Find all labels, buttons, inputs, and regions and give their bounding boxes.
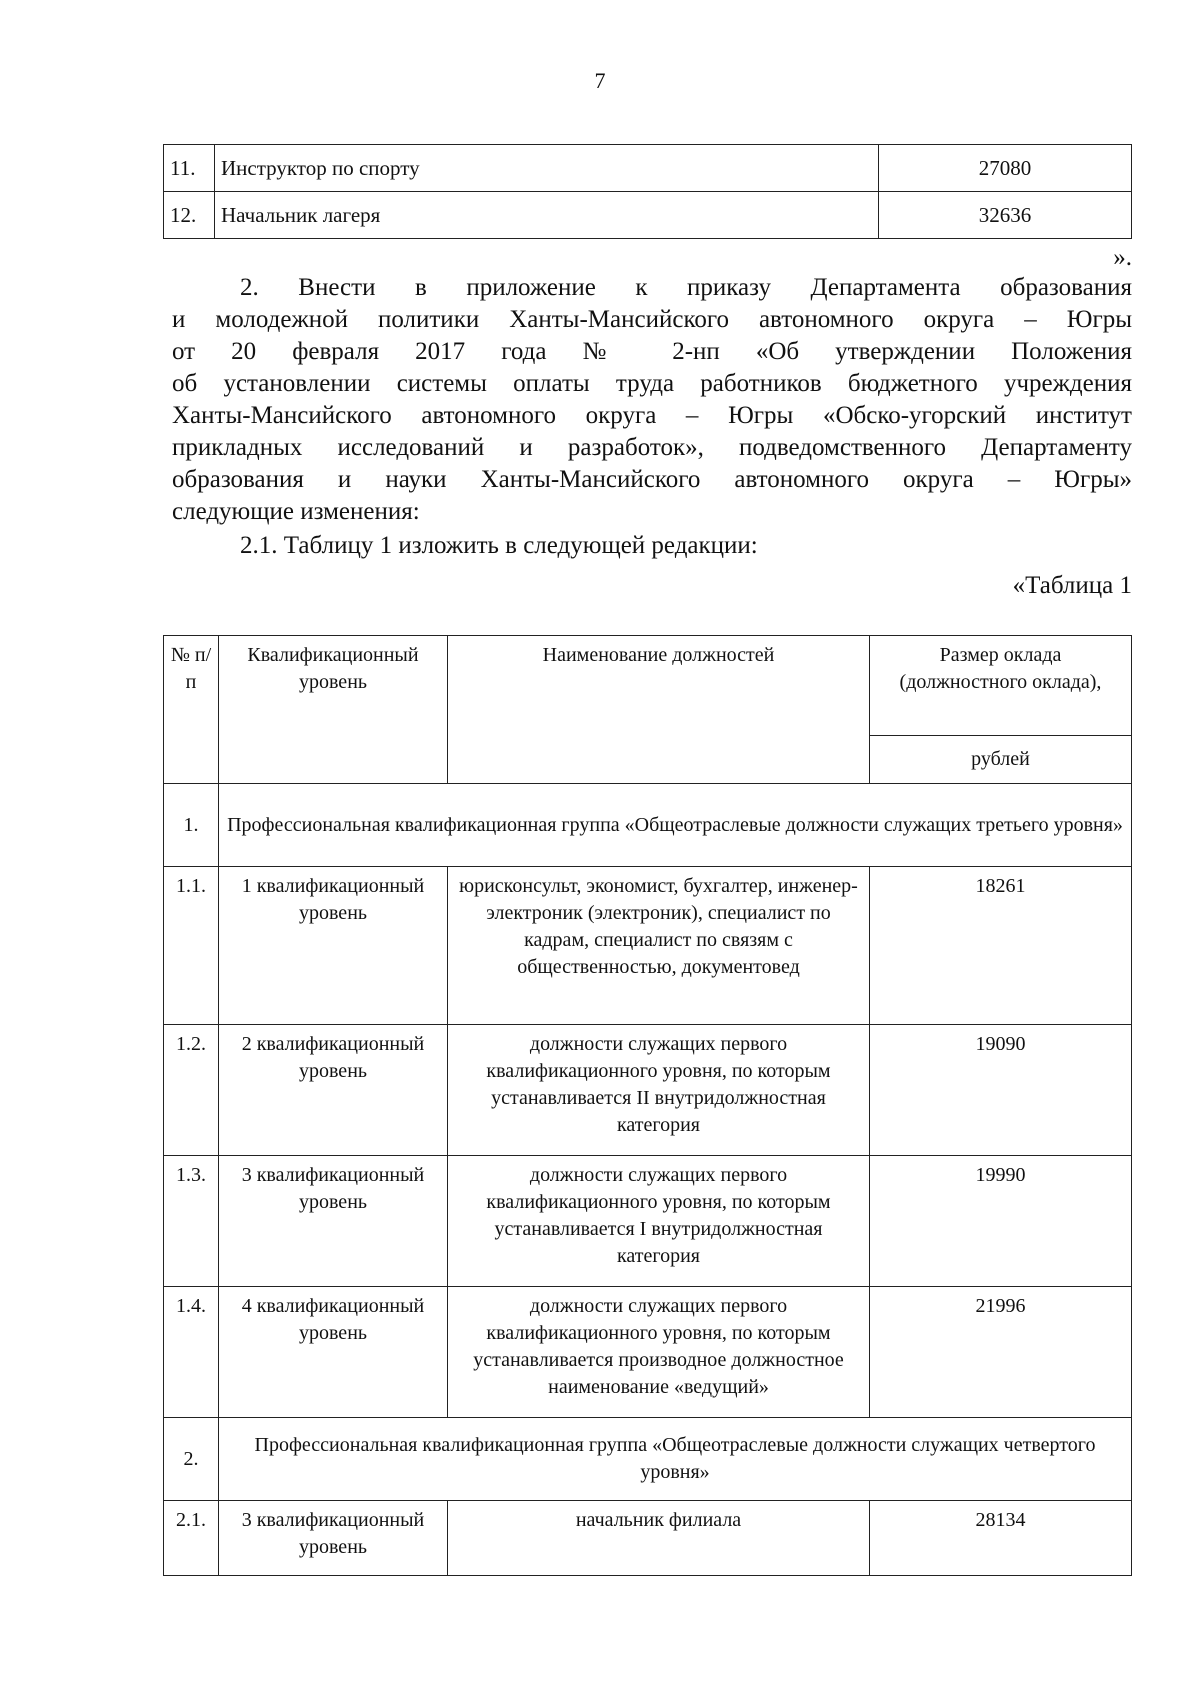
table-row-group [164,1418,1132,1501]
paragraph-line: от 20 февраля 2017 года № 2-нп «Об утверждении Положения [172,338,1132,365]
group-title: Профессиональная квалификационная группа «Общеотраслевые должности служащих четвертого уровня» [219,1418,1132,1501]
position-cell: должности служащих первого квалификационного уровня, по которым устанавливается I внутридолжностная категория [448,1156,870,1287]
salary-table [163,635,1132,1576]
row-number: 2.1. [164,1501,219,1576]
paragraph-line: прикладных исследований и разработок», подведомственного Департаменту [172,434,1132,461]
table-row-group [164,784,1132,867]
salary-cell: 28134 [870,1501,1132,1576]
level-cell: 3 квалификационный уровень [219,1501,448,1576]
table-row [164,1287,1132,1418]
paragraph-line: следующие изменения: [172,498,420,525]
table-row [164,867,1132,1025]
header-num: № п/п [164,636,219,784]
header-level: Квалификационный уровень [219,636,448,784]
table-row [164,1025,1132,1156]
row-number: 1.3. [164,1156,219,1287]
sub-item: 2.1. Таблицу 1 изложить в следующей редакции: [240,532,758,559]
table-row [164,1501,1132,1576]
salary-value: 27080 [879,145,1132,192]
paragraph-line: Ханты-Мансийского автономного округа – Югры «Обско-угорский институт [172,402,1132,429]
position-cell: начальник филиала [448,1501,870,1576]
level-cell: 4 квалификационный уровень [219,1287,448,1418]
row-number: 12. [164,192,215,239]
header-position: Наименование должностей [448,636,870,784]
table-row [164,1156,1132,1287]
table-row [164,145,1132,192]
header-salary: Размер оклада (должностного оклада), [870,636,1132,736]
paragraph-line: и молодежной политики Ханты-Мансийского автономного округа – Югры [172,306,1132,333]
salary-cell: 19090 [870,1025,1132,1156]
position-cell: должности служащих первого квалификационного уровня, по которым устанавливается II внутридолжностная категория [448,1025,870,1156]
table-header-row [164,636,1132,736]
group-number: 1. [164,784,219,867]
position-name: Инструктор по спорту [215,145,879,192]
row-number: 1.2. [164,1025,219,1156]
position-cell: юрисконсульт, экономист, бухгалтер, инженер-электроник (электроник), специалист по кадрам, специалист по связям с общественностью, документовед [448,867,870,1025]
page-number: 7 [594,68,606,93]
paragraph-line: об установлении системы оплаты труда работников бюджетного учреждения [172,370,1132,397]
group-number: 2. [164,1418,219,1501]
closing-quote: ». [1113,244,1132,271]
level-cell: 3 квалификационный уровень [219,1156,448,1287]
salary-table-continuation [163,144,1132,239]
salary-cell: 18261 [870,867,1132,1025]
table-caption: «Таблица 1 [1012,572,1132,599]
salary-cell: 21996 [870,1287,1132,1418]
row-number: 1.4. [164,1287,219,1418]
paragraph-line: образования и науки Ханты-Мансийского автономного округа – Югры» [172,466,1132,493]
salary-value: 32636 [879,192,1132,239]
table-row [164,192,1132,239]
paragraph-line: 2. Внести в приложение к приказу Департамента образования [240,274,1132,301]
level-cell: 2 квалификационный уровень [219,1025,448,1156]
salary-cell: 19990 [870,1156,1132,1287]
row-number: 1.1. [164,867,219,1025]
position-cell: должности служащих первого квалификационного уровня, по которым устанавливается производное должностное наименование «ведущий» [448,1287,870,1418]
row-number: 11. [164,145,215,192]
header-unit: рублей [870,736,1132,784]
position-name: Начальник лагеря [215,192,879,239]
level-cell: 1 квалификационный уровень [219,867,448,1025]
group-title: Профессиональная квалификационная группа «Общеотраслевые должности служащих третьего уровня» [219,784,1132,867]
